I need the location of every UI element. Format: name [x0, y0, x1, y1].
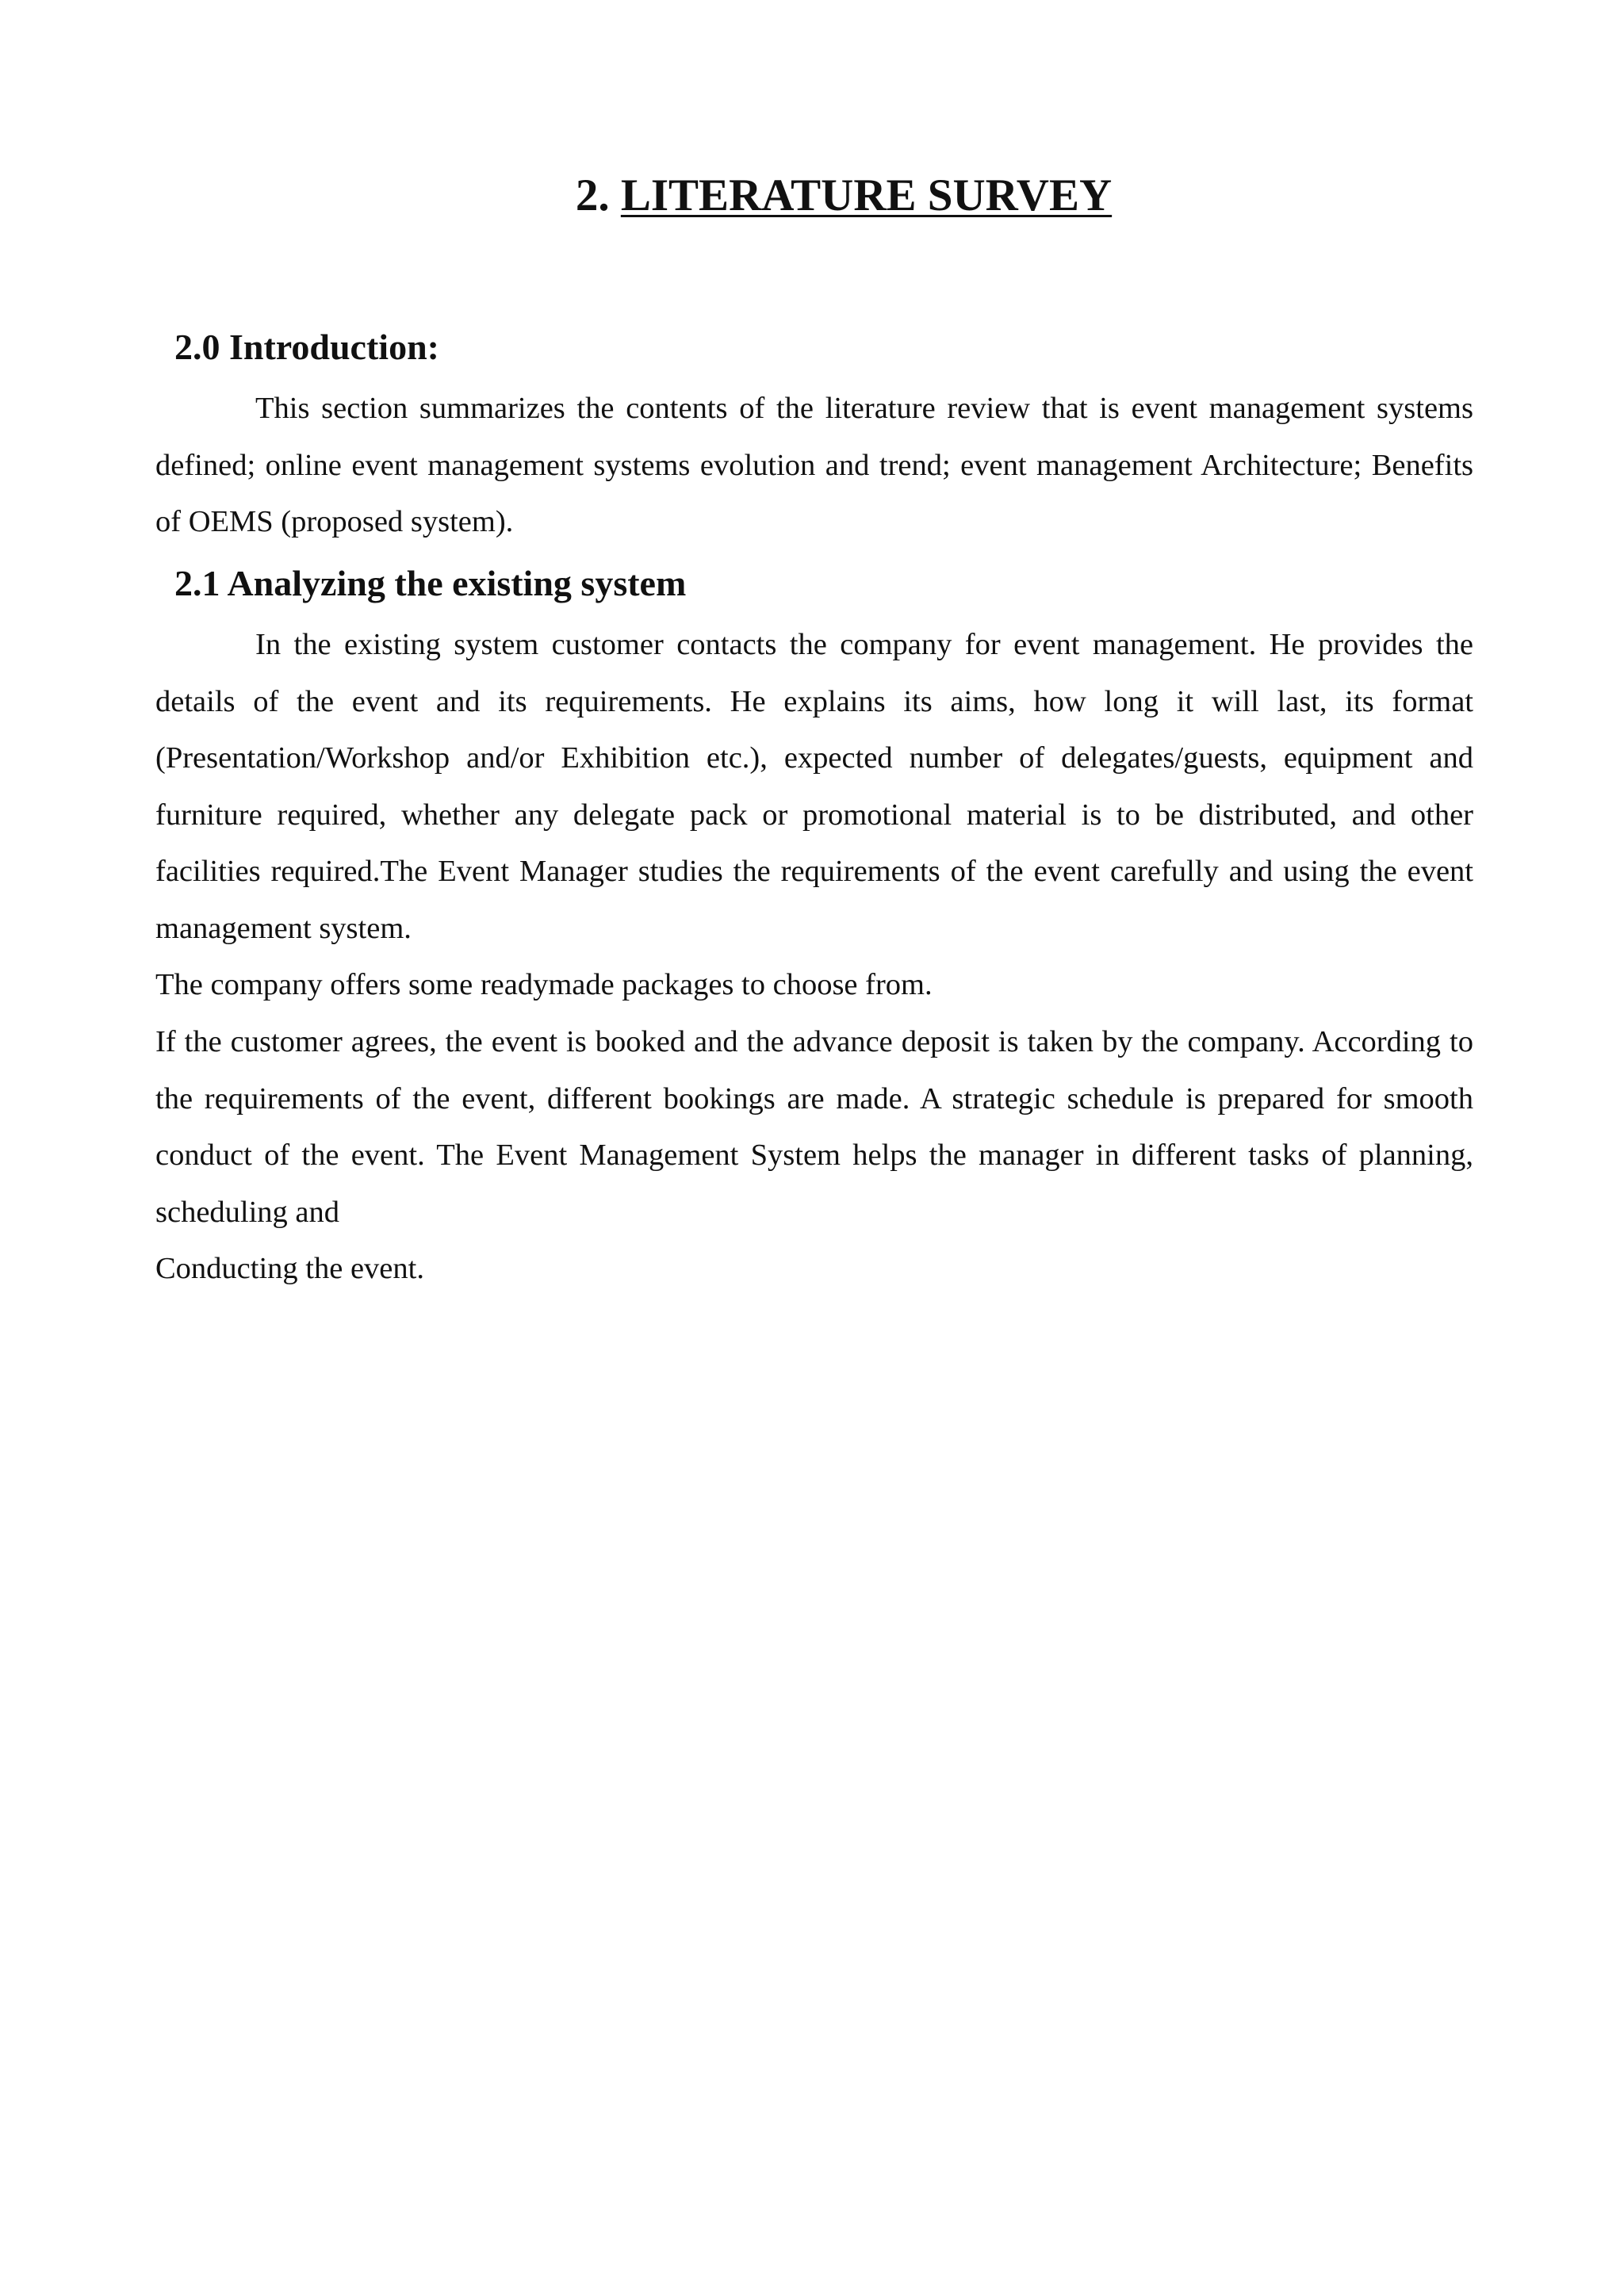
section-heading-introduction: 2.0 Introduction:	[174, 327, 439, 367]
booking-paragraph: If the customer agrees, the event is booked and the advance deposit is taken by the company. According to the requirements of the event, different bookings are made. A strategic schedule is prepared for smooth conduct of the event. The Event Management System helps the manager in different tasks of planning, scheduling and	[155, 1025, 1473, 1229]
conducting-paragraph: Conducting the event.	[155, 1252, 424, 1285]
chapter-title	[0, 168, 1624, 224]
existing-system-paragraph: In the existing system customer contacts the company for event management. He provides the details of the event and its requirements. He explains its aims, how long it will last, its format (Presentation/Workshop and/or Exhibition etc.), expected number of delegates/guests, equipment and furniture required, whether any delegate pack or promotional material is to be distributed, and other facilities required.The Event Manager studies the requirements of the event carefully and using the event management system.	[155, 628, 1473, 945]
packages-paragraph: The company offers some readymade packages to choose from.	[155, 968, 933, 1001]
section-heading-existing-system: 2.1 Analyzing the existing system	[174, 563, 687, 603]
chapter-name: LITERATURE SURVEY	[620, 170, 1113, 220]
introduction-paragraph: This section summarizes the contents of the literature review that is event management systems defined; online event management systems evolution and trend; event management Architecture; Benefits of OEMS (proposed system).	[155, 392, 1473, 538]
chapter-number: 2.	[575, 170, 610, 220]
